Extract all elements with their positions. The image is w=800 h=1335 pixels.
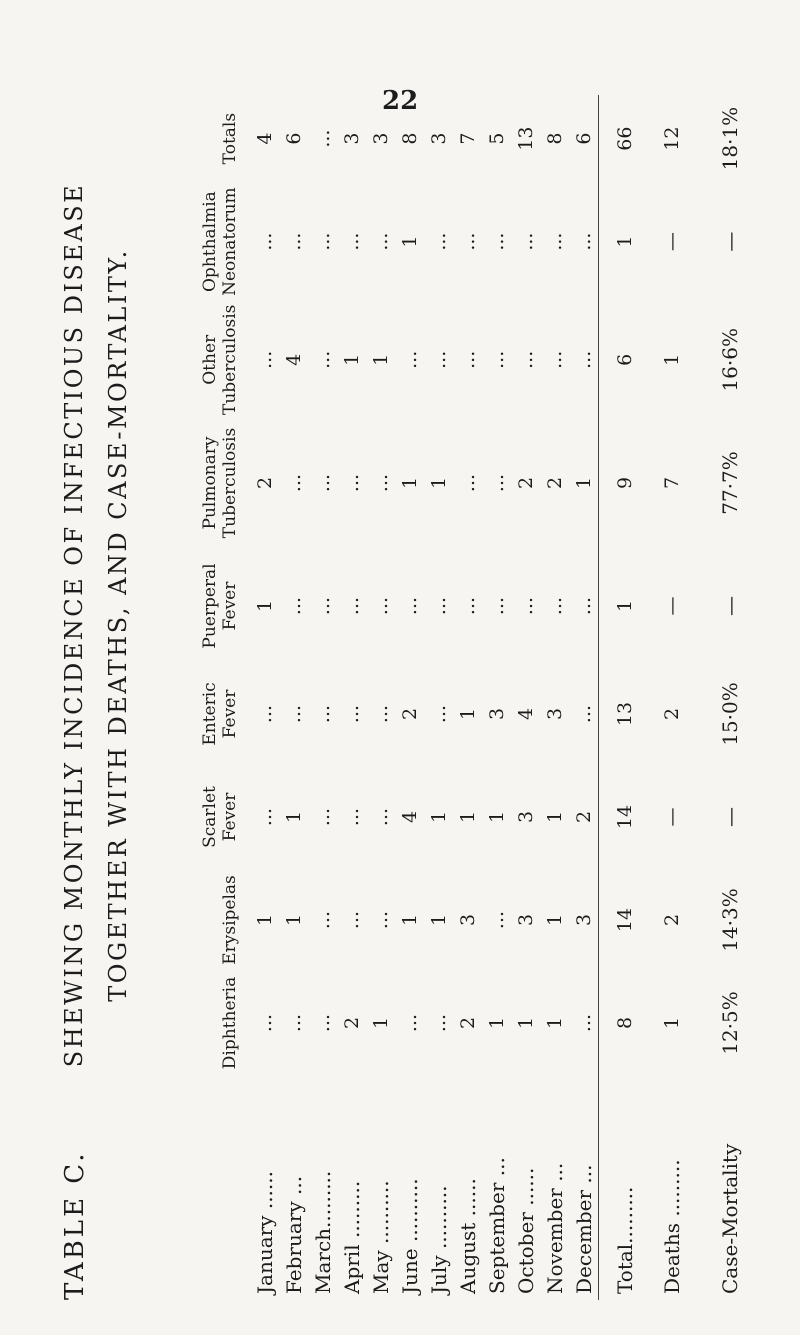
cell-other-tb: 1	[369, 353, 392, 366]
table-row	[308, 95, 337, 1300]
cell-erysipelas: 1	[543, 913, 566, 927]
cell-scarlet: ...	[253, 807, 276, 827]
month-rows	[250, 95, 599, 1300]
cell-ophthalmia: 1	[398, 235, 421, 248]
cfr-enteric: 15·0%	[718, 682, 742, 746]
cfr-totals: 18·1%	[718, 106, 742, 171]
cell-ophthalmia: ...	[340, 232, 363, 251]
header-puerperal-line1: Puerperal	[200, 563, 220, 649]
deaths-row	[643, 95, 701, 1300]
table-row	[337, 95, 366, 1300]
cell-pulmonary: 2	[253, 476, 276, 490]
cell-scarlet: 1	[485, 810, 508, 824]
cell-scarlet: 1	[427, 810, 450, 824]
cell-scarlet: 1	[543, 810, 566, 824]
table-row	[424, 95, 453, 1300]
cell-puerperal: ...	[427, 596, 450, 616]
cell-totals: 4	[253, 132, 276, 145]
cell-ophthalmia: ...	[572, 232, 595, 251]
header-scarlet-fever	[200, 763, 250, 871]
cell-enteric: ...	[572, 704, 595, 724]
header-enteric-fever	[200, 665, 250, 763]
month-label: April .........	[339, 1180, 364, 1294]
cell-scarlet: 3	[514, 810, 537, 824]
cell-erysipelas: ...	[340, 910, 363, 930]
cell-totals: 5	[485, 132, 508, 145]
cell-enteric: 3	[485, 707, 508, 721]
header-erysipelas: Erysipelas	[220, 875, 240, 965]
header-diphtheria: Diphtheria	[220, 976, 240, 1070]
total-ophthalmia: 1	[599, 183, 644, 301]
cell-erysipelas: 3	[514, 913, 537, 927]
table-row	[395, 95, 424, 1300]
cell-scarlet: 1	[456, 810, 479, 824]
cell-puerperal: ...	[514, 596, 537, 616]
cell-other-tb: ...	[543, 350, 566, 369]
cell-puerperal: ...	[369, 596, 392, 616]
cell-enteric: 4	[514, 707, 537, 721]
cell-other-tb: 4	[282, 353, 305, 366]
cell-enteric: 2	[398, 707, 421, 721]
deaths-puerperal: —	[661, 596, 683, 616]
cell-diphtheria: 2	[456, 1016, 479, 1030]
table-row	[279, 95, 308, 1300]
cell-erysipelas: 3	[456, 913, 479, 927]
cell-erysipelas: ...	[311, 910, 334, 930]
cell-enteric: ...	[427, 704, 450, 724]
cell-erysipelas: 1	[398, 913, 421, 927]
cell-totals: 3	[427, 132, 450, 145]
cell-ophthalmia: ...	[427, 232, 450, 251]
cell-ophthalmia: ...	[282, 232, 305, 251]
table-row	[250, 95, 279, 1300]
cell-diphtheria: ...	[427, 1013, 450, 1033]
cell-puerperal: ...	[282, 596, 305, 616]
cell-pulmonary: ...	[282, 473, 305, 493]
table-row	[453, 95, 482, 1300]
table-row	[540, 95, 569, 1300]
month-label: November ...	[542, 1162, 567, 1294]
cfr-diphtheria: 12·5%	[718, 991, 742, 1055]
cell-pulmonary: 1	[427, 476, 450, 490]
cell-diphtheria: ...	[398, 1013, 421, 1033]
cell-erysipelas: 3	[572, 913, 595, 927]
month-label: January ......	[252, 1171, 277, 1294]
case-mortality-label: Case-Mortality	[718, 1143, 742, 1294]
cell-other-tb: ...	[514, 350, 537, 369]
deaths-ophthalmia: —	[661, 232, 683, 252]
case-mortality-row	[701, 95, 759, 1300]
cfr-scarlet: —	[718, 807, 742, 827]
cell-diphtheria: ...	[311, 1013, 334, 1033]
cell-other-tb: ...	[253, 350, 276, 369]
month-label: December ...	[571, 1164, 596, 1294]
cfr-ophthalmia: —	[718, 231, 742, 252]
table-caption	[60, 60, 180, 1300]
cell-enteric: 3	[543, 707, 566, 721]
total-diphtheria: 8	[599, 969, 644, 1077]
cell-pulmonary: 1	[398, 476, 421, 490]
deaths-pulmonary: 7	[661, 476, 683, 490]
cell-scarlet: ...	[340, 807, 363, 827]
cell-diphtheria: 1	[514, 1016, 537, 1030]
month-label: October ......	[513, 1167, 538, 1294]
total-puerperal: 1	[599, 547, 644, 665]
cell-puerperal: ...	[543, 596, 566, 616]
cell-ophthalmia: ...	[311, 232, 334, 251]
cell-puerperal: ...	[572, 596, 595, 616]
header-other-line1: Other	[200, 334, 220, 385]
total-totals: 66	[599, 95, 644, 183]
cell-other-tb: ...	[572, 350, 595, 369]
cell-ophthalmia: ...	[369, 232, 392, 251]
month-label: May ..........	[368, 1180, 393, 1294]
cell-other-tb: ...	[456, 350, 479, 369]
header-row	[200, 95, 250, 1300]
cell-pulmonary: ...	[369, 473, 392, 493]
cell-other-tb: ...	[398, 350, 421, 369]
table-title-line-2: TOGETHER WITH DEATHS, AND CASE-MORTALITY.	[104, 248, 132, 1002]
deaths-other-tb: 1	[661, 353, 683, 366]
cell-other-tb: ...	[485, 350, 508, 369]
cell-ophthalmia: ...	[485, 232, 508, 251]
cell-scarlet: 4	[398, 810, 421, 824]
header-pulmonary-line2: Tuberculosis	[220, 427, 240, 539]
total-enteric: 13	[599, 665, 644, 763]
total-scarlet: 14	[599, 763, 644, 871]
cell-diphtheria: 1	[485, 1016, 508, 1030]
cell-puerperal: ...	[485, 596, 508, 616]
table-row	[482, 95, 511, 1300]
cell-scarlet: 2	[572, 810, 595, 824]
header-totals: Totals	[220, 112, 240, 165]
cfr-erysipelas: 14·3%	[718, 888, 742, 952]
cell-other-tb: 1	[340, 353, 363, 366]
total-label: Total.........	[599, 1077, 644, 1300]
cell-totals: 13	[514, 126, 537, 151]
header-ophthalmia-line2: Neonatorum	[220, 187, 240, 296]
cell-ophthalmia: ...	[514, 232, 537, 251]
cell-scarlet: ...	[311, 807, 334, 827]
cell-pulmonary: ...	[456, 473, 479, 493]
header-puerperal-line2: Fever	[220, 581, 240, 631]
cell-scarlet: 1	[282, 810, 305, 824]
header-enteric-line2: Fever	[220, 689, 240, 739]
deaths-enteric: 2	[661, 707, 683, 721]
cell-pulmonary: 2	[514, 476, 537, 490]
header-ophthalmia-neonatorum	[200, 183, 250, 301]
cell-enteric: ...	[253, 704, 276, 724]
deaths-diphtheria: 1	[661, 1016, 683, 1030]
summary-rows	[599, 95, 760, 1300]
cell-totals: 3	[369, 132, 392, 145]
cell-diphtheria: 2	[340, 1016, 363, 1030]
cell-totals: ...	[311, 129, 334, 148]
total-pulmonary: 9	[599, 419, 644, 547]
cell-ophthalmia: ...	[456, 232, 479, 251]
header-enteric-line1: Enteric	[200, 682, 220, 746]
cfr-puerperal: —	[718, 596, 742, 616]
cell-pulmonary: ...	[485, 473, 508, 493]
table-title-line-1: SHEWING MONTHLY INCIDENCE OF INFECTIOUS DISEASE	[60, 182, 88, 1068]
month-label: August ......	[455, 1178, 480, 1294]
cell-pulmonary: ...	[340, 473, 363, 493]
total-row	[599, 95, 644, 1300]
cell-erysipelas: 1	[253, 913, 276, 927]
header-other-line2: Tuberculosis	[220, 304, 240, 415]
cell-scarlet: ...	[369, 807, 392, 827]
cell-puerperal: ...	[311, 596, 334, 616]
cell-other-tb: ...	[311, 350, 334, 369]
cell-totals: 8	[543, 132, 566, 145]
cell-puerperal: ...	[456, 596, 479, 616]
incidence-table	[200, 95, 759, 1300]
cell-ophthalmia: ...	[253, 232, 276, 251]
header-ophthalmia-line1: Ophthalmia	[200, 191, 220, 293]
cell-pulmonary: 1	[572, 476, 595, 490]
deaths-scarlet: —	[661, 807, 683, 827]
cell-totals: 7	[456, 132, 479, 145]
cell-other-tb: ...	[427, 350, 450, 369]
header-puerperal-fever	[200, 547, 250, 665]
cell-puerperal: ...	[340, 596, 363, 616]
cell-enteric: ...	[311, 704, 334, 724]
month-label: February ...	[281, 1175, 306, 1294]
cell-totals: 8	[398, 132, 421, 145]
table-label: TABLE C.	[60, 1150, 90, 1300]
cell-pulmonary: 2	[543, 476, 566, 490]
cell-pulmonary: ...	[311, 473, 334, 493]
deaths-totals: 12	[661, 126, 683, 151]
deaths-erysipelas: 2	[661, 913, 683, 927]
header-other-tuberculosis	[200, 301, 250, 419]
month-label: July ..........	[426, 1185, 451, 1294]
cell-diphtheria: 1	[543, 1016, 566, 1030]
cell-puerperal: ...	[398, 596, 421, 616]
cfr-pulmonary: 77·7%	[718, 451, 742, 515]
table-row	[569, 95, 599, 1300]
total-other-tb: 6	[599, 301, 644, 419]
cell-totals: 3	[340, 132, 363, 145]
cell-diphtheria: ...	[282, 1013, 305, 1033]
cell-diphtheria: ...	[572, 1013, 595, 1033]
month-label: March.........	[310, 1170, 335, 1294]
total-erysipelas: 14	[599, 871, 644, 969]
rotated-table-page	[60, 60, 740, 1300]
cfr-other-tb: 16·6%	[718, 328, 742, 392]
cell-totals: 6	[282, 132, 305, 145]
cell-enteric: ...	[340, 704, 363, 724]
cell-erysipelas: ...	[369, 910, 392, 930]
header-pulmonary-tuberculosis	[200, 419, 250, 547]
cell-totals: 6	[572, 132, 595, 145]
cell-enteric: 1	[456, 707, 479, 721]
month-label: June ..........	[397, 1178, 422, 1294]
page-number: 22	[382, 86, 419, 116]
cell-erysipelas: 1	[282, 913, 305, 927]
cell-enteric: ...	[369, 704, 392, 724]
cell-erysipelas: 1	[427, 913, 450, 927]
cell-diphtheria: 1	[369, 1016, 392, 1030]
cell-diphtheria: ...	[253, 1013, 276, 1033]
cell-ophthalmia: ...	[543, 232, 566, 251]
deaths-label: Deaths .........	[660, 1159, 684, 1294]
header-scarlet-line2: Fever	[220, 792, 240, 842]
table-row	[366, 95, 395, 1300]
header-pulmonary-line1: Pulmonary	[200, 436, 220, 530]
header-scarlet-line1: Scarlet	[200, 786, 220, 848]
month-label: September ...	[484, 1157, 509, 1294]
cell-enteric: ...	[282, 704, 305, 724]
table-row	[511, 95, 540, 1300]
month-column-header	[200, 1077, 250, 1300]
cell-puerperal: 1	[253, 599, 276, 613]
cell-erysipelas: ...	[485, 910, 508, 930]
